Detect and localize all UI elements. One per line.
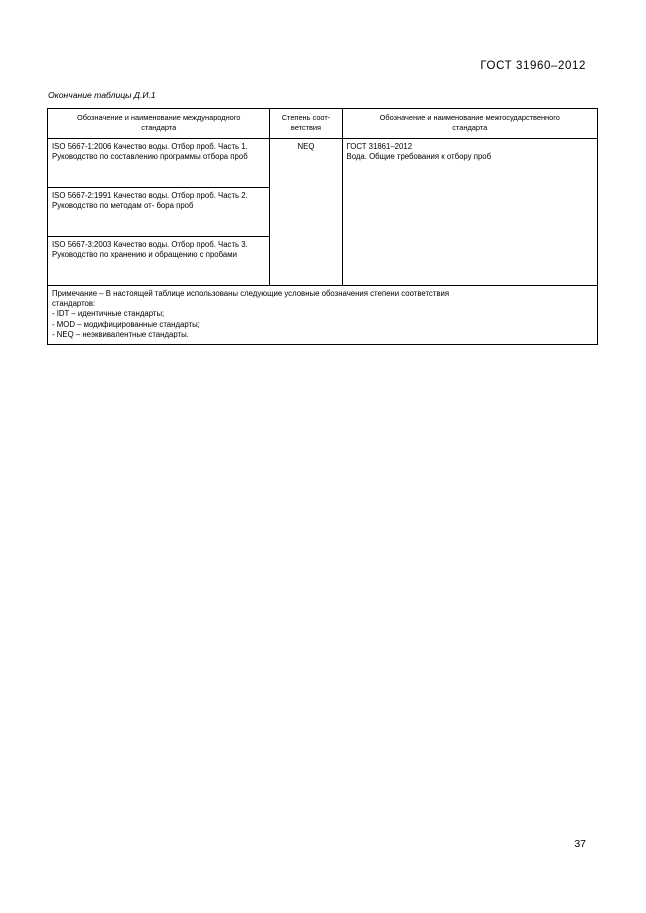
- cell-international-standard-3: ISO 5667-3:2003 Качество воды. Отбор проб. Часть 3. Руководство по хранению и обращению с пробами: [48, 236, 270, 285]
- page-header-standard-number: ГОСТ 31960–2012: [480, 60, 586, 72]
- table-note: [48, 285, 598, 344]
- interstate-standard-title: Вода. Общие требования к отбору проб: [346, 152, 492, 162]
- table-note-line-3: - IDT – идентичные стандарты;: [52, 309, 165, 319]
- standards-correspondence-table: [47, 108, 598, 345]
- column-header-international-standard: [48, 109, 270, 139]
- table-note-line-5: - NEQ – неэквивалентные стандарты.: [52, 330, 189, 340]
- column-header-degree-line2: ветствия: [290, 123, 322, 133]
- table-note-line-1: Примечание – В настоящей таблице использованы следующие условные обозначения степени соответствия: [52, 288, 450, 298]
- column-header-international-line1: Обозначение и наименование международного: [76, 113, 241, 122]
- table-header-row: [48, 109, 598, 139]
- cell-interstate-standard: [342, 138, 597, 285]
- column-header-degree-line1: Степень соот-: [281, 113, 331, 122]
- interstate-standard-number: ГОСТ 31861–2012: [346, 141, 413, 151]
- column-header-international-line2: стандарта: [141, 123, 177, 133]
- column-header-interstate-standard: [342, 109, 597, 139]
- column-header-interstate-line1: Обозначение и наименование межгосударственного: [379, 113, 560, 122]
- table-note-row: [48, 285, 598, 344]
- table-note-line-2: стандартов:: [52, 299, 96, 309]
- column-header-correspondence-degree: [270, 109, 342, 139]
- cell-international-standard-1: ISO 5667-1:2006 Качество воды. Отбор проб. Часть 1. Руководство по составлению программы отбора проб: [48, 138, 270, 187]
- cell-international-standard-2: ISO 5667-2:1991 Качество воды. Отбор проб. Часть 2. Руководство по методам от- бора проб: [48, 187, 270, 236]
- cell-correspondence-degree: NEQ: [270, 138, 342, 285]
- column-header-interstate-line2: стандарта: [452, 123, 488, 133]
- table-note-line-4: - MOD – модифицированные стандарты;: [52, 319, 200, 329]
- page-number: 37: [574, 838, 586, 850]
- table-caption: Окончание таблицы Д.И.1: [48, 90, 156, 100]
- table-row: [48, 138, 598, 187]
